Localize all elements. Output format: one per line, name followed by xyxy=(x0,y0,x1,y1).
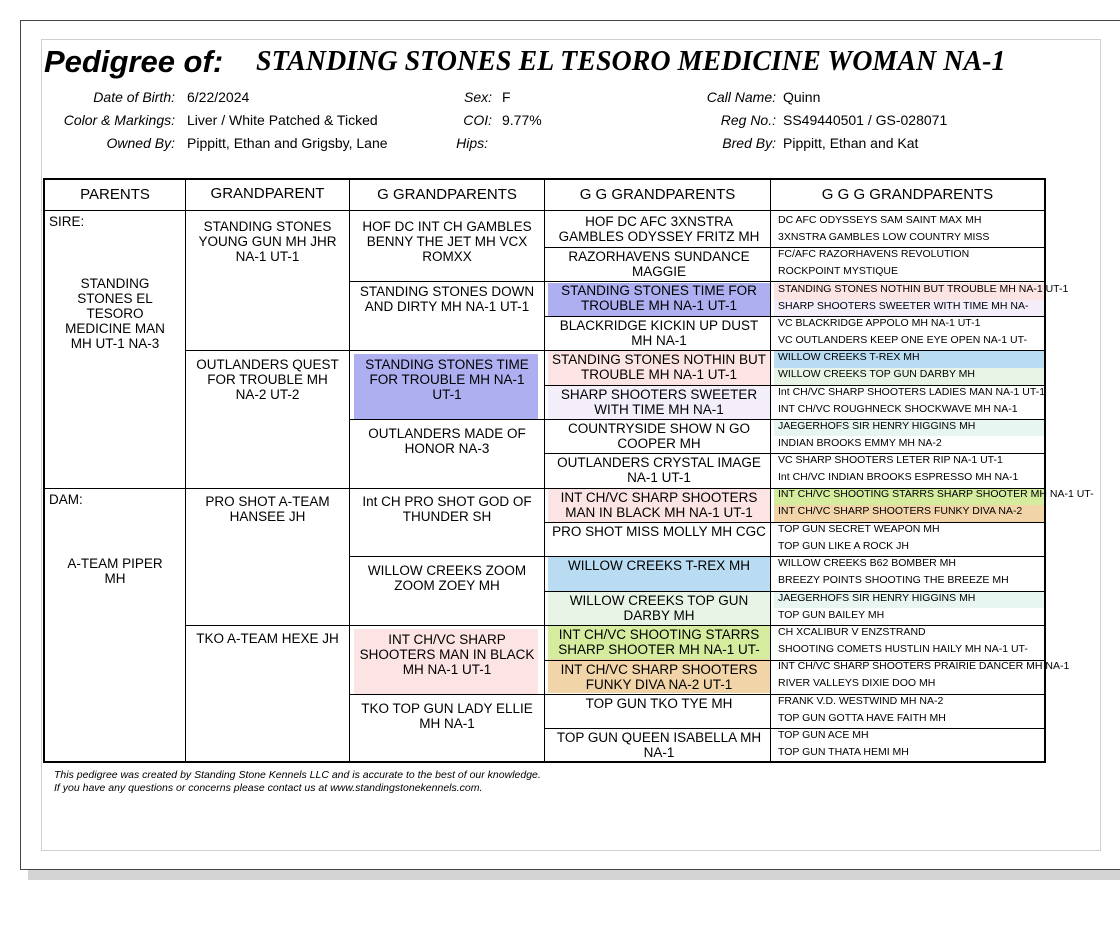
ggg-slot-11 xyxy=(774,555,1044,589)
ggg-grandparent-8: VC OUTLANDERS KEEP ONE EYE OPEN NA-1 UT- xyxy=(778,334,1027,346)
gg-grandparent-4: BLACKRIDGE KICKIN UP DUST MH NA-1 xyxy=(559,318,759,348)
footer-disclaimer: This pedigree was created by Standing Stone Kennels LLC and is accurate to the best of our knowledge. xyxy=(54,769,541,781)
gg-grandparent-6: SHARP SHOOTERS SWEETER WITH TIME MH NA-1 xyxy=(560,387,758,417)
sire-tag: SIRE: xyxy=(49,214,85,229)
dam-name: A-TEAM PIPER MH xyxy=(67,556,163,586)
grandparent-4: TKO A-TEAM HEXE JH xyxy=(196,631,339,646)
ggg-grandparent-20: TOP GUN LIKE A ROCK JH xyxy=(778,540,909,552)
ggg-grandparent-17: INT CH/VC SHOOTING STARRS SHARP SHOOTER MH NA-1 UT- xyxy=(778,488,1094,500)
bred-value: Pippitt, Ethan and Kat xyxy=(783,135,919,151)
ggg-slot-13 xyxy=(774,624,1044,658)
gg-grandparent-1: HOF DC AFC 3XNSTRA GAMBLES ODYSSEY FRITZ MH xyxy=(558,214,760,244)
ggg-grandparent-19: TOP GUN SECRET WEAPON MH xyxy=(778,523,940,535)
gg-grandparent-15: TOP GUN TKO TYE MH xyxy=(585,696,733,711)
dam-tag: DAM: xyxy=(49,492,83,507)
col-divider-1 xyxy=(185,180,186,761)
col-divider-3 xyxy=(544,180,545,761)
gg-grandparent-7: COUNTRYSIDE SHOW N GO COOPER MH xyxy=(567,421,750,451)
g-grandparent-8: TKO TOP GUN LADY ELLIE MH NA-1 xyxy=(361,701,533,731)
ggg-slot-6 xyxy=(774,384,1044,418)
gg-grandparent-5: STANDING STONES NOTHIN BUT TROUBLE MH NA-1 UT-1 xyxy=(551,352,767,382)
g-grandparent-3: STANDING STONES TIME FOR TROUBLE MH NA-1 UT-1 xyxy=(365,357,529,402)
grandparent-3: PRO SHOT A-TEAM HANSEE JH xyxy=(205,494,330,524)
ggg-grandparent-32: TOP GUN THATA HEMI MH xyxy=(778,746,909,758)
grandparent-2: OUTLANDERS QUEST FOR TROUBLE MH NA-2 UT-2 xyxy=(196,357,339,402)
header-ggg-grandparents: G G G GRANDPARENTS xyxy=(821,186,994,203)
bred-label: Bred By: xyxy=(722,135,776,151)
gg-grandparent-3: STANDING STONES TIME FOR TROUBLE MH NA-1 UT-1 xyxy=(561,283,757,313)
ggg-grandparent-12: INT CH/VC ROUGHNECK SHOCKWAVE MH NA-1 xyxy=(778,403,1018,415)
ggg-grandparent-31: TOP GUN ACE MH xyxy=(778,729,869,741)
gg-grandparent-8: OUTLANDERS CRYSTAL IMAGE NA-1 UT-1 xyxy=(557,455,761,485)
ggg-grandparent-22: BREEZY POINTS SHOOTING THE BREEZE MH xyxy=(778,574,1009,586)
gg-grandparent-16: TOP GUN QUEEN ISABELLA MH NA-1 xyxy=(556,730,762,760)
header-grandparent: GRANDPARENT xyxy=(210,185,325,202)
ggg-grandparent-16: Int CH/VC INDIAN BROOKS ESPRESSO MH NA-1 xyxy=(778,471,1019,483)
g-grandparent-5: Int CH PRO SHOT GOD OF THUNDER SH xyxy=(362,494,532,524)
col-divider-2 xyxy=(349,180,350,761)
gg-grandparent-2: RAZORHAVENS SUNDANCE MAGGIE xyxy=(568,249,750,279)
ggg-grandparent-2: 3XNSTRA GAMBLES LOW COUNTRY MISS xyxy=(778,231,990,243)
header-g-grandparents: G GRANDPARENTS xyxy=(377,186,517,203)
call-name-label: Call Name: xyxy=(706,89,776,105)
ggg-grandparent-24: TOP GUN BAILEY MH xyxy=(778,609,885,621)
g-grandparent-2: STANDING STONES DOWN AND DIRTY MH NA-1 UT-1 xyxy=(359,284,535,314)
color-value: Liver / White Patched & Ticked xyxy=(187,112,378,128)
header-gg-grandparents: G G GRANDPARENTS xyxy=(579,186,736,203)
title-label: Pedigree of: xyxy=(44,44,224,79)
ggg-grandparent-30: TOP GUN GOTTA HAVE FAITH MH xyxy=(778,712,946,724)
ggg-grandparent-18: INT CH/VC SHARP SHOOTERS FUNKY DIVA NA-2 xyxy=(778,505,1023,517)
ggg-grandparent-9: WILLOW CREEKS T-REX MH xyxy=(778,351,920,363)
footer-contact: If you have any questions or concerns please contact us at www.standingstonekennels.com. xyxy=(54,782,483,794)
reg-label: Reg No.: xyxy=(720,112,776,128)
page-shadow xyxy=(28,870,1120,880)
ggg-slot-8 xyxy=(774,452,1044,486)
ggg-grandparent-26: SHOOTING COMETS HUSTLIN HAILY MH NA-1 UT- xyxy=(778,643,1028,655)
ggg-grandparent-1: DC AFC ODYSSEYS SAM SAINT MAX MH xyxy=(778,214,982,226)
header-parents: PARENTS xyxy=(80,186,150,203)
ggg-grandparent-27: INT CH/VC SHARP SHOOTERS PRAIRIE DANCER MH NA-1 xyxy=(778,660,1070,672)
ggg-grandparent-21: WILLOW CREEKS B62 BOMBER MH xyxy=(778,557,956,569)
ggg-slot-3 xyxy=(774,281,1069,315)
owned-label: Owned By: xyxy=(106,135,175,151)
ggg-grandparent-28: RIVER VALLEYS DIXIE DOO MH xyxy=(778,677,936,689)
ggg-slot-2 xyxy=(774,246,1044,280)
ggg-grandparent-5: STANDING STONES NOTHIN BUT TROUBLE MH NA-1 UT-1 xyxy=(778,283,1069,295)
sire-name: STANDING STONES EL TESORO MEDICINE MAN MH UT-1 NA-3 xyxy=(65,276,165,351)
ggg-grandparent-13: JAEGERHOFS SIR HENRY HIGGINS MH xyxy=(778,420,976,432)
ggg-slot-14 xyxy=(774,658,1070,692)
pedigree-table xyxy=(43,178,1094,763)
gg-grandparent-10: PRO SHOT MISS MOLLY MH CGC xyxy=(552,524,766,539)
ggg-grandparent-15: VC SHARP SHOOTERS LETER RIP NA-1 UT-1 xyxy=(778,454,1003,466)
reg-value: SS49440501 / GS-028071 xyxy=(783,112,948,128)
g-grandparent-7: INT CH/VC SHARP SHOOTERS MAN IN BLACK MH NA-1 UT-1 xyxy=(359,632,535,677)
gg-grandparent-11: WILLOW CREEKS T-REX MH xyxy=(567,558,751,573)
ggg-grandparent-7: VC BLACKRIDGE APPOLO MH NA-1 UT-1 xyxy=(778,317,981,329)
hips-label: Hips: xyxy=(456,135,488,151)
sex-value: F xyxy=(502,89,511,105)
ggg-grandparent-4: ROCKPOINT MYSTIQUE xyxy=(778,265,898,277)
g-grandparent-1: HOF DC INT CH GAMBLES BENNY THE JET MH VCX ROMXX xyxy=(362,219,532,264)
g-grandparent-6: WILLOW CREEKS ZOOM ZOOM ZOEY MH xyxy=(367,563,527,593)
ggg-grandparent-6: SHARP SHOOTERS SWEETER WITH TIME MH NA- xyxy=(778,300,1029,312)
ggg-slot-5 xyxy=(774,349,1044,383)
ggg-slot-7 xyxy=(774,418,1044,452)
ggg-grandparent-11: Int CH/VC SHARP SHOOTERS LADIES MAN NA-1 UT-1 xyxy=(778,386,1046,398)
grandparent-1: STANDING STONES YOUNG GUN MH JHR NA-1 UT-1 xyxy=(198,219,337,264)
ggg-slot-10 xyxy=(774,521,1044,555)
dob-value: 6/22/2024 xyxy=(187,89,250,105)
ggg-slot-9 xyxy=(774,486,1094,520)
gg-grandparent-13: INT CH/VC SHOOTING STARRS SHARP SHOOTER MH NA-1 UT- xyxy=(558,627,760,657)
coi-value: 9.77% xyxy=(502,112,542,128)
dog-name-title: STANDING STONES EL TESORO MEDICINE WOMAN NA-1 xyxy=(256,46,1006,77)
ggg-slot-15 xyxy=(774,693,1044,727)
gg-grandparent-14: INT CH/VC SHARP SHOOTERS FUNKY DIVA NA-2 UT-1 xyxy=(560,662,758,692)
ggg-grandparent-14: INDIAN BROOKS EMMY MH NA-2 xyxy=(778,437,942,449)
ggg-grandparent-25: CH XCALIBUR V ENZSTRAND xyxy=(778,626,926,638)
color-label: Color & Markings: xyxy=(63,112,175,128)
coi-label: COI: xyxy=(463,112,492,128)
ggg-slot-16 xyxy=(774,727,1044,761)
ggg-grandparent-29: FRANK V.D. WESTWIND MH NA-2 xyxy=(778,695,944,707)
sex-label: Sex: xyxy=(463,89,492,105)
g-grandparent-4: OUTLANDERS MADE OF HONOR NA-3 xyxy=(368,426,526,456)
ggg-grandparent-10: WILLOW CREEKS TOP GUN DARBY MH xyxy=(778,368,976,380)
ggg-grandparent-3: FC/AFC RAZORHAVENS REVOLUTION xyxy=(778,248,970,260)
ggg-slot-4 xyxy=(774,315,1044,349)
ggg-slot-12 xyxy=(774,590,1044,624)
dob-label: Date of Birth: xyxy=(93,89,175,105)
call-name-value: Quinn xyxy=(783,89,821,105)
ggg-grandparent-23: JAEGERHOFS SIR HENRY HIGGINS MH xyxy=(778,592,976,604)
ggg-slot-1 xyxy=(774,212,1044,246)
col-divider-4 xyxy=(770,180,771,761)
gg-grandparent-9: INT CH/VC SHARP SHOOTERS MAN IN BLACK MH NA-1 UT-1 xyxy=(560,490,758,520)
gg-grandparent-12: WILLOW CREEKS TOP GUN DARBY MH xyxy=(569,593,749,623)
owned-value: Pippitt, Ethan and Grigsby, Lane xyxy=(187,135,388,151)
